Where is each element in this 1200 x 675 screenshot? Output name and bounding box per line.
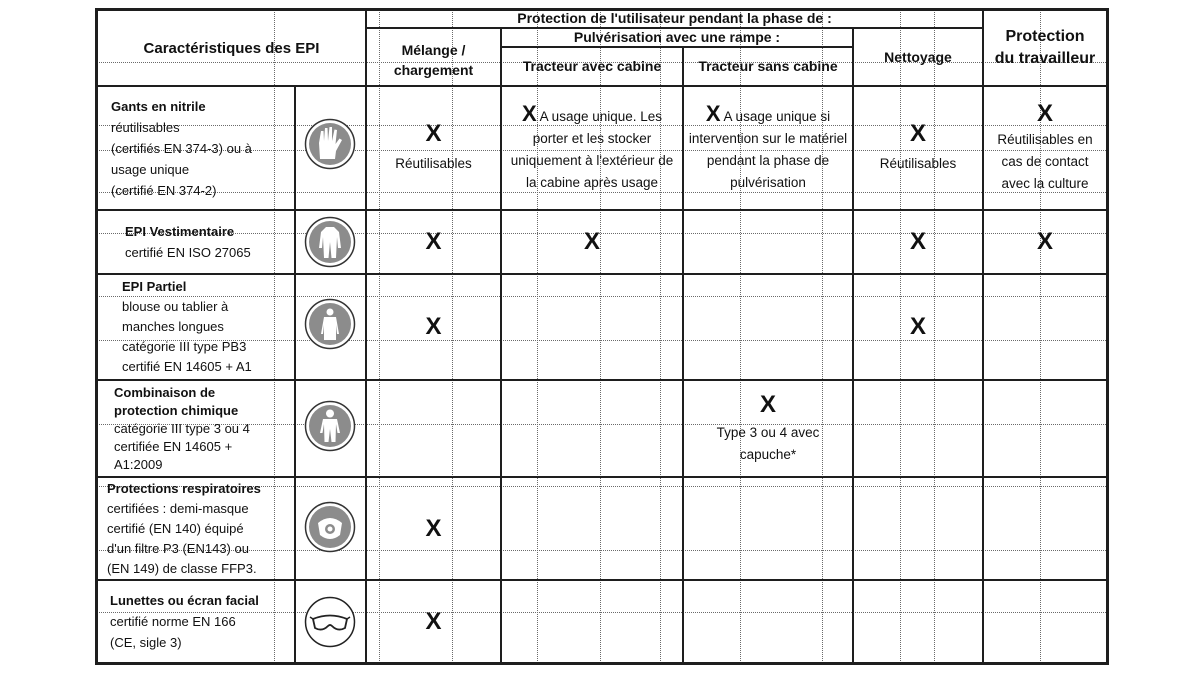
check-mark: X — [425, 514, 442, 542]
epi-detail: certifiée EN 14605 + — [114, 438, 233, 454]
table-border — [1106, 8, 1109, 665]
epi-name: Protections respiratoires — [107, 480, 261, 496]
check-mark: X — [759, 390, 776, 418]
cell-note: Réutilisables — [395, 156, 472, 171]
epi-detail: blouse ou tablier à — [122, 299, 229, 314]
check-mark: X — [909, 228, 926, 255]
cell-gants-melange — [367, 87, 500, 209]
epi-name: EPI Vestimentaire — [125, 224, 235, 239]
epi-detail: certifié EN 14605 + A1 — [122, 359, 252, 374]
cell-gants-travailleur — [984, 87, 1106, 209]
epi-detail: certifié (EN 140) équipé — [107, 520, 244, 536]
epi-description-vestimentaire — [98, 211, 294, 273]
epi-detail: certifié norme EN 166 — [110, 614, 236, 629]
cell-note: Type 3 ou 4 avec capuche* — [716, 424, 820, 462]
respirator-icon — [304, 501, 356, 553]
epi-detail: d'un filtre P3 (EN143) ou — [107, 540, 249, 556]
garment-icon — [304, 216, 356, 268]
epi-name: Combinaison de — [114, 384, 216, 400]
epi-detail: certifiées : demi-masque — [107, 500, 249, 516]
apron-icon — [304, 298, 356, 350]
check-mark: X — [1036, 100, 1053, 127]
goggles-icon — [304, 596, 356, 648]
check-mark: X — [425, 228, 442, 255]
check-mark: X — [425, 607, 442, 635]
epi-detail: certifié EN ISO 27065 — [125, 245, 251, 260]
cell-text: A usage unique. Les porter et les stocker uniquement à l'extérieur de la cabine après usage — [510, 108, 674, 190]
cell-vestimentaire-travailleur — [984, 211, 1106, 273]
cell-gants-sans-cabine — [684, 87, 852, 209]
header-protection-travailleur: Protection du travailleur — [994, 28, 1096, 67]
glove-icon — [304, 118, 356, 170]
header-melange: Mélange / chargement — [393, 42, 474, 78]
coverall-icon — [304, 400, 356, 452]
epi-detail: réutilisables — [111, 119, 180, 135]
header-caracteristiques: Caractéristiques des EPI — [143, 39, 320, 57]
epi-name: EPI Partiel — [122, 279, 187, 294]
check-mark: X — [425, 313, 442, 340]
epi-description-gants — [98, 87, 294, 209]
epi-description-combinaison — [98, 381, 294, 476]
epi-name: Lunettes ou écran facial — [110, 593, 259, 608]
cell-vestimentaire-avec-cabine — [502, 211, 682, 273]
cell-text: A usage unique si intervention sur le matériel pendant la phase de pulvérisation — [688, 108, 848, 190]
cell-vestimentaire-nettoyage — [854, 211, 982, 273]
check-mark: X — [521, 100, 537, 126]
check-mark: X — [583, 228, 600, 255]
cell-partiel-melange — [367, 275, 500, 379]
table-border — [294, 85, 296, 665]
epi-name: protection chimique — [114, 402, 239, 418]
cell-note: Réutilisables — [879, 156, 957, 171]
table-border — [95, 662, 1109, 665]
epi-description-respiratoires — [98, 478, 294, 579]
check-mark: X — [909, 313, 926, 340]
epi-detail: catégorie III type PB3 — [122, 339, 247, 354]
cell-partiel-nettoyage — [854, 275, 982, 379]
epi-detail: catégorie III type 3 ou 4 — [114, 420, 250, 436]
check-mark: X — [1036, 228, 1053, 255]
epi-detail: (EN 149) de classe FFP3. — [107, 560, 257, 576]
epi-name: Gants en nitrile — [111, 98, 206, 114]
epi-detail: manches longues — [122, 319, 224, 334]
epi-detail: (certifiés EN 374-3) ou à — [111, 140, 252, 156]
header-pulverisation: Pulvérisation avec une rampe : — [573, 29, 781, 45]
cell-lunettes-melange — [367, 581, 500, 662]
epi-detail: (CE, sigle 3) — [110, 635, 182, 650]
cell-gants-avec-cabine — [502, 87, 682, 209]
check-mark: X — [425, 120, 442, 147]
epi-detail: (certifié EN 374-2) — [111, 182, 217, 198]
header-tracteur-cabine: Tracteur avec cabine — [522, 58, 662, 74]
cell-gants-nettoyage — [854, 87, 982, 209]
epi-description-partiel — [98, 275, 294, 379]
check-mark: X — [909, 120, 926, 147]
cell-note: Réutilisables en cas de contact avec la culture — [997, 132, 1093, 191]
header-protection-phase: Protection de l'utilisateur pendant la phase de : — [517, 10, 832, 26]
header-tracteur-sans-cabine: Tracteur sans cabine — [698, 58, 838, 74]
header-nettoyage: Nettoyage — [884, 48, 952, 65]
check-mark: X — [705, 100, 721, 126]
cell-combinaison-sans-cabine — [684, 381, 852, 476]
cell-vestimentaire-melange — [367, 211, 500, 273]
epi-detail: usage unique — [111, 161, 190, 177]
cell-respiratoires-melange — [367, 478, 500, 579]
epi-description-lunettes — [98, 581, 294, 662]
epi-detail: A1:2009 — [114, 456, 163, 472]
